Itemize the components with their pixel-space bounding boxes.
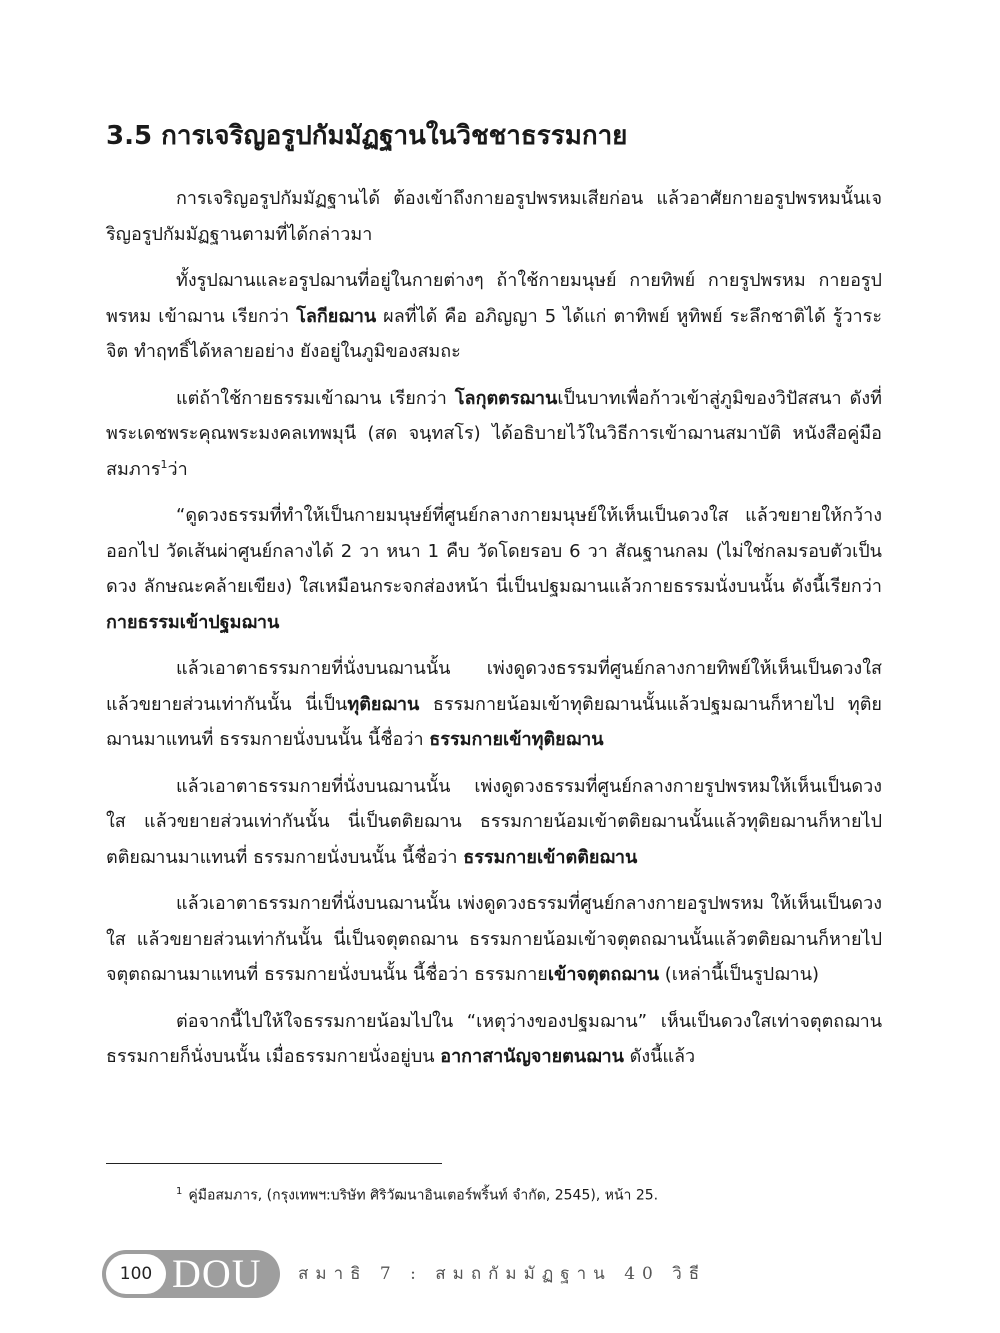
paragraph-text: (เหล่านี้เป็นรูปฌาน) <box>659 964 820 985</box>
bold-term: โลกุตตรฌาน <box>454 387 558 409</box>
bold-term: โลกียฌาน <box>296 305 377 327</box>
paragraph-text: แล้วเอาตาธรรมกายที่นั่งบนฌานนั้น เพ่งดูดวงธรรมที่ศูนย์กลางกายอรูปพรหม ให้เห็นเป็นดวงใส แล้วขยายส่วนเท่ากันนั้น นี่เป็นจตุตถฌาน ธรรมกายน้อมเข้าจตุตถฌานนั้นแล้วตติยฌานก็หายไป จตุตถฌานมาแทนที่ ธรรมกายนั่งบนนั้น นี้ชื่อว่า ธรรมกาย <box>106 893 882 985</box>
body-text <box>106 181 882 1086</box>
paragraph-text: แต่ถ้าใช้กายธรรมเข้าฌาน เรียกว่า <box>176 387 455 409</box>
paragraph-text: ทั้งรูปฌานและอรูปฌานที่อยู่ในกายต่างๆ ถ้าใช้กายมนุษย์ กายทิพย์ กายรูปพรหม กายอรูปพรหม เข้าฌาน เรียกว่า <box>106 270 882 327</box>
section-heading: 3.5 การเจริญอรูปกัมมัฏฐานในวิชชาธรรมกาย <box>106 121 628 151</box>
bold-term: ทุติยฌาน <box>347 693 420 715</box>
footnote-text: คู่มือสมภาร, (กรุงเทพฯ:บริษัท ศิริวัฒนาอินเตอร์พริ้นท์ จำกัด, 2545), หน้า 25. <box>188 1187 659 1204</box>
footnote-ref: 1 <box>160 457 168 471</box>
footnote-mark: 1 <box>176 1186 183 1197</box>
bold-term: ธรรมกายเข้าตติยฌาน <box>463 846 638 868</box>
paragraph-text: ว่า <box>167 458 188 480</box>
dou-logo: DOU <box>172 1251 262 1296</box>
paragraph <box>106 263 882 370</box>
paragraph-text: ต่อจากนี้ไปให้ใจธรรมกายน้อมไปใน “เหตุว่างของปฐมฌาน” เห็นเป็นดวงใสเท่าจตุตถฌาน ธรรมกายก็นั่งบนนั้น เมื่อธรรมกายนั่งอยู่บน <box>106 1010 882 1067</box>
bold-term: อากาสานัญจายตนฌาน <box>440 1046 624 1067</box>
paragraph-text: เป็นบาทเพื่อก้าวเข้าสู่ภูมิของวิปัสสนา ดังที่พระเดชพระคุณพระมงคลเทพมุนี (สด จนฺทสโร) ได้อธิบายไว้ในวิธีการเข้าฌานสมาบัติ หนังสือคู่มือสมภาร <box>106 387 882 480</box>
paragraph-text: แล้วเอาตาธรรมกายที่นั่งบนฌานนั้น เพ่งดูดวงธรรมที่ศูนย์กลางกายทิพย์ให้เห็นเป็นดวงใส แล้วขยายส่วนเท่ากันนั้น นี่เป็น <box>106 658 882 715</box>
paragraph <box>106 1004 882 1075</box>
bold-term: กายธรรมเข้าปฐมฌาน <box>106 611 280 633</box>
footnote <box>176 1180 658 1208</box>
paragraph-text: แล้วเอาตาธรรมกายที่นั่งบนฌานนั้น เพ่งดูดวงธรรมที่ศูนย์กลางกายรูปพรหมให้เห็นเป็นดวงใส แล้วขยายส่วนเท่ากันนั้น นี่เป็นตติยฌาน ธรรมกายน้อมเข้าตติยฌานนั้นแล้วทุติยฌานก็หายไป ตติยฌานมาแทนที่ ธรรมกายนั่งบนนั้น นี้ชื่อว่า <box>106 775 882 868</box>
paragraph-text: “ดูดวงธรรมที่ทำให้เป็นกายมนุษย์ที่ศูนย์กลางกายมนุษย์ให้เห็นเป็นดวงใส แล้วขยายให้กว้างออกไป วัดเส้นผ่าศูนย์กลางได้ 2 วา หนา 1 คืบ วัดโดยรอบ 6 วา สัณฐานกลม (ไม่ใช่กลมรอบตัวเป็นดวง ลักษณะคล้ายเขียง) ใสเหมือนกระจกส่องหน้า นี่เป็นปฐมฌานแล้วกายธรรมนั่งบนนั้น ดังนี้เรียกว่า <box>106 505 882 597</box>
bold-term: ธรรมกายเข้าทุติยฌาน <box>429 729 604 750</box>
paragraph <box>106 651 882 758</box>
paragraph-text: การเจริญอรูปกัมมัฏฐานได้ ต้องเข้าถึงกายอรูปพรหมเสียก่อน แล้วอาศัยกายอรูปพรหมนั้นเจริญอรูปกัมมัฏฐานตามที่ได้กล่าวมา <box>106 188 882 245</box>
paragraph-text: ผลที่ได้ คือ อภิญญา 5 ได้แก่ ตาทิพย์ หูทิพย์ ระลึกชาติได้ รู้วาระจิต ทำฤทธิ์ได้หลายอย่าง ยังอยู่ในภูมิของสมถะ <box>106 305 882 362</box>
paragraph-text: ดังนี้แล้ว <box>623 1046 696 1067</box>
footnote-divider <box>106 1163 442 1164</box>
paragraph <box>106 381 882 488</box>
paragraph <box>106 886 882 993</box>
paragraph <box>106 181 882 252</box>
paragraph-text: ธรรมกายน้อมเข้าทุติยฌานนั้นแล้วปฐมฌานก็หายไป ทุติยฌานมาแทนที่ ธรรมกายนั่งบนนั้น นี้ชื่อว่า <box>106 693 882 750</box>
page-number: 100 <box>106 1254 166 1294</box>
paragraph <box>106 769 882 876</box>
paragraph <box>106 498 882 640</box>
bold-term: เข้าจตุตถฌาน <box>547 964 660 985</box>
running-title: สมาธิ 7 : สมถกัมมัฏฐาน 40 วิธี <box>298 1264 707 1284</box>
